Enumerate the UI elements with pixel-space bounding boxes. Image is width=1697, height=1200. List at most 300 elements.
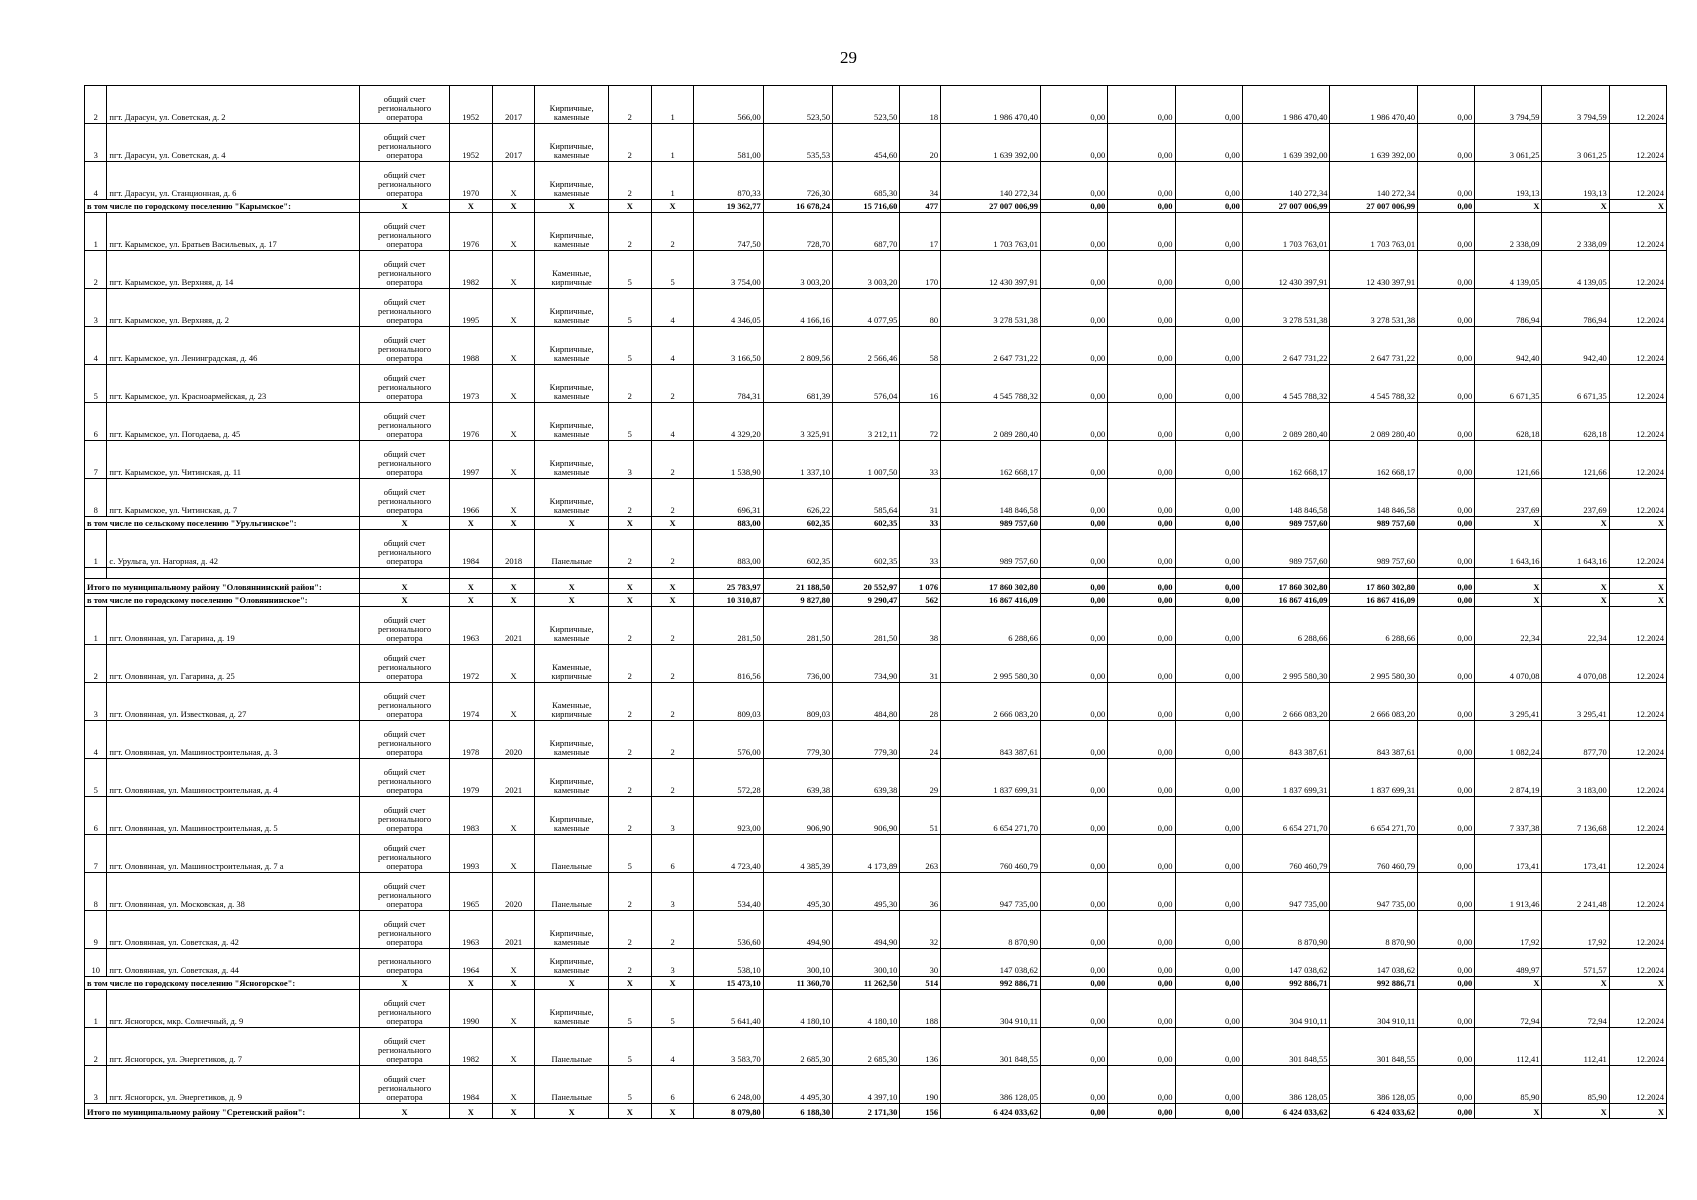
floors-cell: 2 <box>608 645 651 683</box>
walls-cell <box>535 289 608 327</box>
table-row <box>85 530 1667 568</box>
row-number: 2 <box>85 1028 107 1066</box>
f2-cell: 0,00 <box>1108 607 1175 645</box>
f1-cell: 0,00 <box>1041 441 1108 479</box>
floors-cell: 2 <box>608 365 651 403</box>
f5-cell: 2 666 083,20 <box>1330 683 1418 721</box>
account-cell-line: общий счет <box>383 653 426 663</box>
unit-cost-cell: 22,34 <box>1475 607 1542 645</box>
table-row <box>85 797 1667 835</box>
f1-cell: 0,00 <box>1041 759 1108 797</box>
account-cell: X <box>360 977 450 990</box>
account-cell <box>360 759 450 797</box>
f6-cell: 0,00 <box>1418 607 1475 645</box>
empty-cell <box>1041 568 1108 579</box>
account-cell-line: оператора <box>386 937 423 947</box>
deadline-cell: 12.2024 <box>1609 327 1666 365</box>
table-row <box>85 124 1667 162</box>
f1-cell: 0,00 <box>1041 607 1108 645</box>
f4-cell: 760 460,79 <box>1242 835 1330 873</box>
area-premises-cell: 2 809,56 <box>763 327 832 365</box>
year-overhaul-cell: X <box>492 990 535 1028</box>
entrances-cell: 2 <box>651 759 694 797</box>
walls-cell-line: Кирпичные, <box>549 306 594 316</box>
address-cell: пгт. Карымское, ул. Читинская, д. 7 <box>107 479 360 517</box>
area-total-cell: 534,40 <box>694 873 763 911</box>
residents-cell: 33 <box>900 530 941 568</box>
area-living-cell: 685,30 <box>833 162 900 200</box>
f5-cell: 843 387,61 <box>1330 721 1418 759</box>
f2-cell: 0,00 <box>1108 403 1175 441</box>
f1-cell: 0,00 <box>1041 990 1108 1028</box>
account-cell <box>360 990 450 1028</box>
row-number: 4 <box>85 721 107 759</box>
area-living-cell: 523,50 <box>833 86 900 124</box>
area-premises-cell: 16 678,24 <box>763 200 832 213</box>
area-living-cell: 300,10 <box>833 949 900 977</box>
walls-cell: X <box>535 200 608 213</box>
area-total-cell: 25 783,97 <box>694 579 763 594</box>
f4-cell: 2 995 580,30 <box>1242 645 1330 683</box>
walls-cell-line: Каменные, <box>552 268 592 278</box>
f6-cell: 0,00 <box>1418 213 1475 251</box>
floors-cell: X <box>608 579 651 594</box>
residents-cell: 170 <box>900 251 941 289</box>
cost-total-cell: 27 007 006,99 <box>941 200 1041 213</box>
address-cell: пгт. Дарасун, ул. Советская, д. 4 <box>107 124 360 162</box>
f3-cell: 0,00 <box>1175 759 1242 797</box>
area-premises-cell: 2 685,30 <box>763 1028 832 1066</box>
area-total-cell: 576,00 <box>694 721 763 759</box>
f4-cell: 17 860 302,80 <box>1242 579 1330 594</box>
area-total-cell: 816,56 <box>694 645 763 683</box>
floors-cell: 5 <box>608 1028 651 1066</box>
f3-cell: 0,00 <box>1175 1028 1242 1066</box>
area-living-cell: 2 171,30 <box>833 1104 900 1119</box>
entrances-cell: X <box>651 594 694 607</box>
year-built-cell: 1973 <box>449 365 492 403</box>
f6-cell: 0,00 <box>1418 721 1475 759</box>
cost-total-cell: 3 278 531,38 <box>941 289 1041 327</box>
residents-cell: 51 <box>900 797 941 835</box>
deadline-cell: 12.2024 <box>1609 530 1666 568</box>
deadline-cell: 12.2024 <box>1609 124 1666 162</box>
row-number: 7 <box>85 441 107 479</box>
f1-cell: 0,00 <box>1041 1066 1108 1104</box>
year-built-cell: X <box>449 594 492 607</box>
walls-cell-line: каменные <box>553 785 590 795</box>
walls-cell-line: каменные <box>553 315 590 325</box>
f2-cell: 0,00 <box>1108 594 1175 607</box>
cost-total-cell: 2 089 280,40 <box>941 403 1041 441</box>
f2-cell: 0,00 <box>1108 517 1175 530</box>
row-number: 2 <box>85 86 107 124</box>
f3-cell: 0,00 <box>1175 797 1242 835</box>
address-cell: пгт. Карымское, ул. Ленинградская, д. 46 <box>107 327 360 365</box>
empty-cell <box>1330 568 1418 579</box>
year-overhaul-cell: X <box>492 1028 535 1066</box>
account-cell-line: общий счет <box>383 919 426 929</box>
f3-cell: 0,00 <box>1175 1104 1242 1119</box>
unit-limit-cell: 7 136,68 <box>1542 797 1609 835</box>
year-built-cell: 1982 <box>449 1028 492 1066</box>
empty-cell <box>1108 568 1175 579</box>
unit-cost-cell: 4 070,08 <box>1475 645 1542 683</box>
walls-cell-line: каменные <box>553 429 590 439</box>
cost-total-cell: 148 846,58 <box>941 479 1041 517</box>
floors-cell: X <box>608 517 651 530</box>
unit-limit-cell: 3 061,25 <box>1542 124 1609 162</box>
deadline-cell: 12.2024 <box>1609 759 1666 797</box>
f4-cell: 989 757,60 <box>1242 530 1330 568</box>
f5-cell: 1 837 699,31 <box>1330 759 1418 797</box>
account-cell-line: оператора <box>386 747 423 757</box>
unit-limit-cell: X <box>1542 200 1609 213</box>
year-overhaul-cell: X <box>492 579 535 594</box>
floors-cell: 5 <box>608 990 651 1028</box>
account-cell-line: регионального <box>377 738 432 748</box>
account-cell <box>360 607 450 645</box>
f2-cell: 0,00 <box>1108 797 1175 835</box>
settlement-subtotal-row <box>85 517 1667 530</box>
year-built-cell: 1963 <box>449 607 492 645</box>
f3-cell: 0,00 <box>1175 607 1242 645</box>
deadline-cell: X <box>1609 579 1666 594</box>
f1-cell: 0,00 <box>1041 86 1108 124</box>
address-cell: пгт. Карымское, ул. Погодаева, д. 45 <box>107 403 360 441</box>
table-row <box>85 645 1667 683</box>
area-total-cell: 572,28 <box>694 759 763 797</box>
f2-cell: 0,00 <box>1108 721 1175 759</box>
residents-cell: 34 <box>900 162 941 200</box>
year-overhaul-cell: X <box>492 517 535 530</box>
account-cell-line: оператора <box>386 188 423 198</box>
account-cell: X <box>360 579 450 594</box>
entrances-cell: 2 <box>651 645 694 683</box>
row-number: 3 <box>85 683 107 721</box>
cost-total-cell: 301 848,55 <box>941 1028 1041 1066</box>
account-cell-line: общий счет <box>383 615 426 625</box>
entrances-cell: 5 <box>651 251 694 289</box>
f1-cell: 0,00 <box>1041 594 1108 607</box>
account-cell-line: регионального <box>377 852 432 862</box>
f6-cell: 0,00 <box>1418 949 1475 977</box>
residents-cell: 36 <box>900 873 941 911</box>
unit-cost-cell: 3 794,59 <box>1475 86 1542 124</box>
floors-cell: 2 <box>608 911 651 949</box>
f4-cell: 1 639 392,00 <box>1242 124 1330 162</box>
account-cell-line: оператора <box>386 315 423 325</box>
residents-cell: 30 <box>900 949 941 977</box>
floors-cell: X <box>608 200 651 213</box>
year-overhaul-cell: X <box>492 977 535 990</box>
residents-cell: 24 <box>900 721 941 759</box>
year-overhaul-cell: 2021 <box>492 759 535 797</box>
f3-cell: 0,00 <box>1175 213 1242 251</box>
floors-cell: 2 <box>608 873 651 911</box>
account-cell-line: общий счет <box>383 411 426 421</box>
year-built-cell: 1963 <box>449 911 492 949</box>
f5-cell: 162 668,17 <box>1330 441 1418 479</box>
year-overhaul-cell: X <box>492 162 535 200</box>
account-cell-line: общий счет <box>383 691 426 701</box>
unit-limit-cell: 786,94 <box>1542 289 1609 327</box>
area-living-cell: 495,30 <box>833 873 900 911</box>
empty-cell <box>107 568 360 579</box>
year-overhaul-cell: X <box>492 441 535 479</box>
year-overhaul-cell: 2020 <box>492 721 535 759</box>
area-premises-cell: 6 188,30 <box>763 1104 832 1119</box>
residents-cell: 156 <box>900 1104 941 1119</box>
f6-cell: 0,00 <box>1418 327 1475 365</box>
entrances-cell: 2 <box>651 365 694 403</box>
unit-cost-cell: 3 061,25 <box>1475 124 1542 162</box>
walls-cell-line: Кирпичные, <box>549 382 594 392</box>
walls-cell-line: каменные <box>553 150 590 160</box>
f6-cell: 0,00 <box>1418 990 1475 1028</box>
f3-cell: 0,00 <box>1175 289 1242 327</box>
area-living-cell: 15 716,60 <box>833 200 900 213</box>
deadline-cell: 12.2024 <box>1609 403 1666 441</box>
account-cell-line: общий счет <box>383 729 426 739</box>
f6-cell: 0,00 <box>1418 579 1475 594</box>
deadline-cell: 12.2024 <box>1609 251 1666 289</box>
table-row <box>85 251 1667 289</box>
account-cell-line: регионального <box>377 1007 432 1017</box>
area-total-cell: 3 583,70 <box>694 1028 763 1066</box>
f5-cell: 301 848,55 <box>1330 1028 1418 1066</box>
f2-cell: 0,00 <box>1108 759 1175 797</box>
year-overhaul-cell: 2021 <box>492 607 535 645</box>
cost-total-cell: 992 886,71 <box>941 977 1041 990</box>
entrances-cell: 6 <box>651 1066 694 1104</box>
unit-cost-cell: X <box>1475 200 1542 213</box>
address-cell: пгт. Ясногорск, ул. Энергетиков, д. 7 <box>107 1028 360 1066</box>
residents-cell: 29 <box>900 759 941 797</box>
floors-cell: 2 <box>608 479 651 517</box>
f4-cell: 989 757,60 <box>1242 517 1330 530</box>
subtotal-label: в том числе по сельскому поселению "Урульгинское": <box>85 517 360 530</box>
year-overhaul-cell: X <box>492 594 535 607</box>
residents-cell: 20 <box>900 124 941 162</box>
f6-cell: 0,00 <box>1418 162 1475 200</box>
floors-cell: 5 <box>608 403 651 441</box>
area-living-cell: 687,70 <box>833 213 900 251</box>
f5-cell: 304 910,11 <box>1330 990 1418 1028</box>
unit-limit-cell: 4 139,05 <box>1542 251 1609 289</box>
f5-cell: 8 870,90 <box>1330 911 1418 949</box>
f2-cell: 0,00 <box>1108 479 1175 517</box>
account-cell-line: оператора <box>386 1054 423 1064</box>
f2-cell: 0,00 <box>1108 365 1175 403</box>
f5-cell: 2 995 580,30 <box>1330 645 1418 683</box>
area-living-cell: 4 077,95 <box>833 289 900 327</box>
year-overhaul-cell: X <box>492 645 535 683</box>
f2-cell: 0,00 <box>1108 200 1175 213</box>
area-premises-cell: 300,10 <box>763 949 832 977</box>
account-cell-line: общий счет <box>383 297 426 307</box>
address-cell: пгт. Ясногорск, мкр. Солнечный, д. 9 <box>107 990 360 1028</box>
account-cell-line: оператора <box>386 633 423 643</box>
cost-total-cell: 17 860 302,80 <box>941 579 1041 594</box>
f4-cell: 386 128,05 <box>1242 1066 1330 1104</box>
address-cell: пгт. Оловянная, ул. Гагарина, д. 25 <box>107 645 360 683</box>
residents-cell: 17 <box>900 213 941 251</box>
floors-cell: 2 <box>608 949 651 977</box>
account-cell-line: регионального <box>377 662 432 672</box>
walls-cell <box>535 873 608 911</box>
residents-cell: 136 <box>900 1028 941 1066</box>
f3-cell: 0,00 <box>1175 200 1242 213</box>
f1-cell: 0,00 <box>1041 835 1108 873</box>
unit-cost-cell: 1 913,46 <box>1475 873 1542 911</box>
f1-cell: 0,00 <box>1041 251 1108 289</box>
f1-cell: 0,00 <box>1041 949 1108 977</box>
unit-cost-cell: X <box>1475 594 1542 607</box>
unit-limit-cell: 2 241,48 <box>1542 873 1609 911</box>
empty-cell <box>492 568 535 579</box>
entrances-cell: X <box>651 579 694 594</box>
walls-cell <box>535 759 608 797</box>
account-cell-line: регионального <box>377 306 432 316</box>
f4-cell: 3 278 531,38 <box>1242 289 1330 327</box>
walls-cell-line: каменные <box>553 965 590 975</box>
entrances-cell: 2 <box>651 479 694 517</box>
walls-cell: X <box>535 517 608 530</box>
f5-cell: 386 128,05 <box>1330 1066 1418 1104</box>
cost-total-cell: 843 387,61 <box>941 721 1041 759</box>
walls-cell-line: Панельные <box>551 556 592 566</box>
cost-total-cell: 6 288,66 <box>941 607 1041 645</box>
deadline-cell: 12.2024 <box>1609 1028 1666 1066</box>
entrances-cell: 1 <box>651 124 694 162</box>
year-built-cell: X <box>449 200 492 213</box>
account-cell: X <box>360 517 450 530</box>
f5-cell: 1 986 470,40 <box>1330 86 1418 124</box>
f2-cell: 0,00 <box>1108 441 1175 479</box>
account-cell <box>360 835 450 873</box>
area-premises-cell: 726,30 <box>763 162 832 200</box>
f2-cell: 0,00 <box>1108 530 1175 568</box>
account-cell-line: общий счет <box>383 259 426 269</box>
account-cell-line: общий счет <box>383 170 426 180</box>
f4-cell: 27 007 006,99 <box>1242 200 1330 213</box>
walls-cell <box>535 124 608 162</box>
walls-cell-line: каменные <box>553 505 590 515</box>
deadline-cell: X <box>1609 977 1666 990</box>
account-cell-line: общий счет <box>383 1074 426 1084</box>
cost-total-cell: 8 870,90 <box>941 911 1041 949</box>
walls-cell <box>535 1066 608 1104</box>
area-premises-cell: 3 325,91 <box>763 403 832 441</box>
f2-cell: 0,00 <box>1108 289 1175 327</box>
deadline-cell: 12.2024 <box>1609 721 1666 759</box>
f2-cell: 0,00 <box>1108 873 1175 911</box>
year-built-cell: 1984 <box>449 530 492 568</box>
f3-cell: 0,00 <box>1175 683 1242 721</box>
table-row <box>85 759 1667 797</box>
year-overhaul-cell: 2021 <box>492 911 535 949</box>
residents-cell: 80 <box>900 289 941 327</box>
f3-cell: 0,00 <box>1175 594 1242 607</box>
area-total-cell: 883,00 <box>694 517 763 530</box>
account-cell-line: регионального <box>377 928 432 938</box>
unit-cost-cell: 121,66 <box>1475 441 1542 479</box>
area-total-cell: 5 641,40 <box>694 990 763 1028</box>
residents-cell: 562 <box>900 594 941 607</box>
f6-cell: 0,00 <box>1418 86 1475 124</box>
f6-cell: 0,00 <box>1418 797 1475 835</box>
table-row <box>85 479 1667 517</box>
area-premises-cell: 809,03 <box>763 683 832 721</box>
cost-total-cell: 140 272,34 <box>941 162 1041 200</box>
year-built-cell: 1970 <box>449 162 492 200</box>
f2-cell: 0,00 <box>1108 683 1175 721</box>
account-cell-line: регионального <box>377 814 432 824</box>
f3-cell: 0,00 <box>1175 990 1242 1028</box>
walls-cell <box>535 607 608 645</box>
f4-cell: 301 848,55 <box>1242 1028 1330 1066</box>
account-cell-line: оператора <box>386 112 423 122</box>
account-cell-line: регионального <box>377 420 432 430</box>
f2-cell: 0,00 <box>1108 86 1175 124</box>
area-total-cell: 6 248,00 <box>694 1066 763 1104</box>
account-cell-line: оператора <box>386 965 423 975</box>
year-built-cell: 1984 <box>449 1066 492 1104</box>
year-built-cell: 1997 <box>449 441 492 479</box>
year-built-cell: X <box>449 517 492 530</box>
area-living-cell: 4 180,10 <box>833 990 900 1028</box>
account-cell-line: общий счет <box>383 805 426 815</box>
f4-cell: 2 666 083,20 <box>1242 683 1330 721</box>
unit-limit-cell: 112,41 <box>1542 1028 1609 1066</box>
f4-cell: 8 870,90 <box>1242 911 1330 949</box>
residents-cell: 188 <box>900 990 941 1028</box>
walls-cell <box>535 327 608 365</box>
entrances-cell: 2 <box>651 911 694 949</box>
walls-cell-line: Кирпичные, <box>549 738 594 748</box>
entrances-cell: X <box>651 977 694 990</box>
district-total-row <box>85 579 1667 594</box>
row-number: 5 <box>85 759 107 797</box>
area-premises-cell: 1 337,10 <box>763 441 832 479</box>
area-living-cell: 281,50 <box>833 607 900 645</box>
f1-cell: 0,00 <box>1041 579 1108 594</box>
walls-cell-line: Кирпичные, <box>549 420 594 430</box>
table-row <box>85 721 1667 759</box>
account-cell <box>360 645 450 683</box>
walls-cell-line: Панельные <box>551 861 592 871</box>
row-number: 8 <box>85 479 107 517</box>
f1-cell: 0,00 <box>1041 1028 1108 1066</box>
table-row <box>85 289 1667 327</box>
area-living-cell: 3 003,20 <box>833 251 900 289</box>
address-cell: пгт. Оловянная, ул. Машиностроительная, д. 3 <box>107 721 360 759</box>
area-total-cell: 4 329,20 <box>694 403 763 441</box>
address-cell: пгт. Карымское, ул. Верхняя, д. 14 <box>107 251 360 289</box>
area-total-cell: 8 079,80 <box>694 1104 763 1119</box>
area-total-cell: 696,31 <box>694 479 763 517</box>
row-number: 2 <box>85 251 107 289</box>
deadline-cell: 12.2024 <box>1609 86 1666 124</box>
walls-cell: X <box>535 579 608 594</box>
area-premises-cell: 4 180,10 <box>763 990 832 1028</box>
walls-cell <box>535 441 608 479</box>
f2-cell: 0,00 <box>1108 124 1175 162</box>
unit-limit-cell: 2 338,09 <box>1542 213 1609 251</box>
f5-cell: 947 735,00 <box>1330 873 1418 911</box>
walls-cell-line: Кирпичные, <box>549 230 594 240</box>
